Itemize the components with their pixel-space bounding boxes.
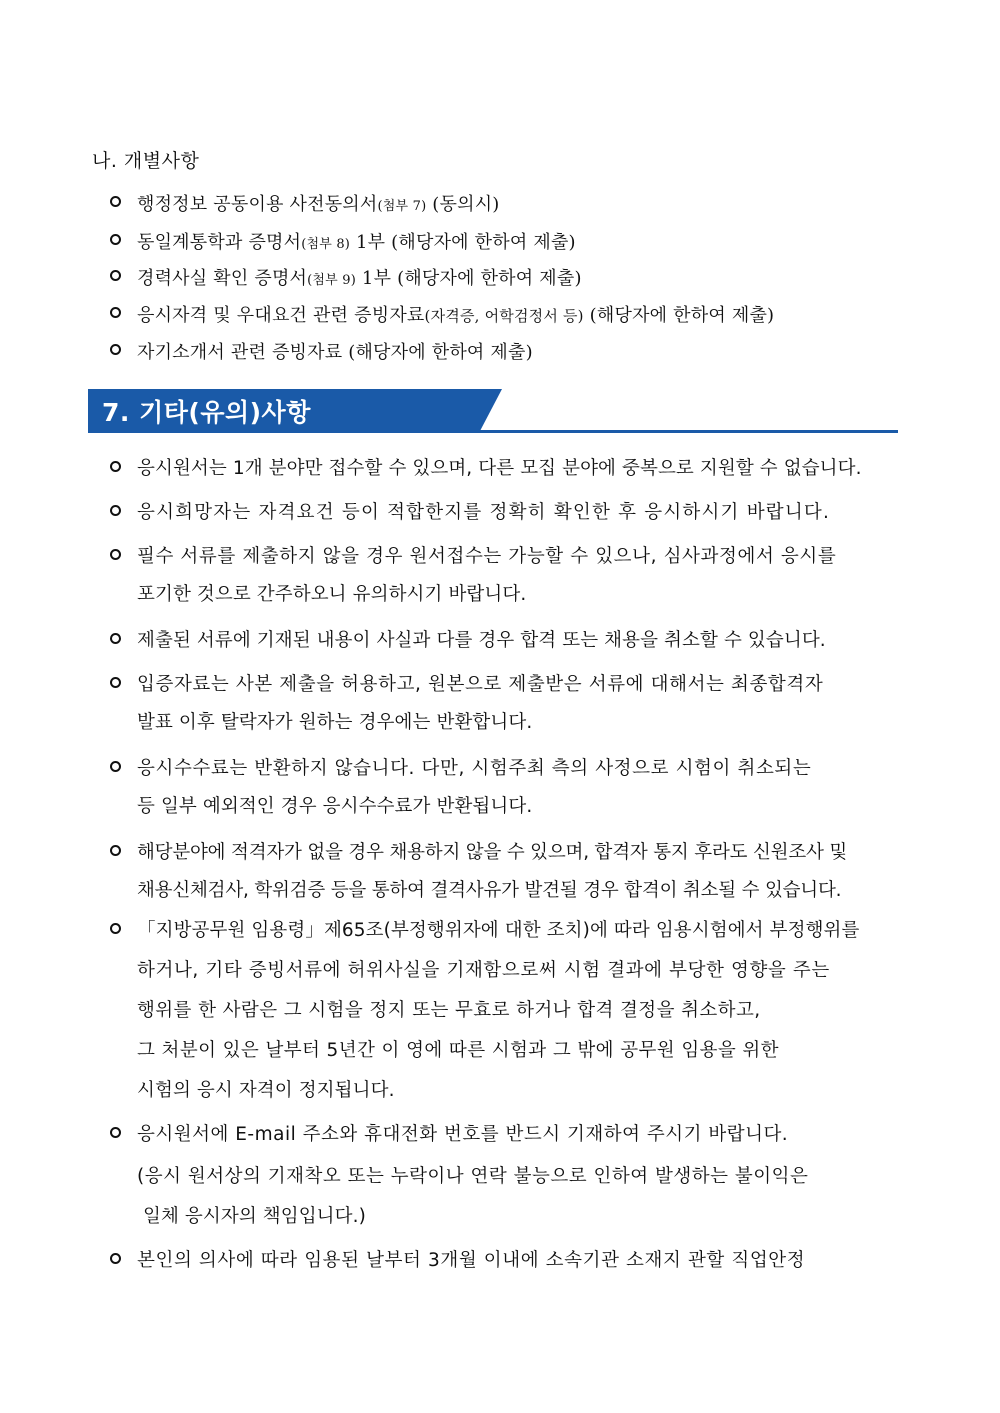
circle-bullet-icon [110, 761, 121, 772]
item-line: 응시희망자는 자격요건 등이 적합한지를 정확히 확인한 후 응시하시기 바랍니다. [137, 502, 831, 523]
item-line: 「지방공무원 임용령」제65조(부정행위자에 대한 조치)에 따라 임용시험에서 부정행위를 [137, 920, 860, 941]
circle-bullet-icon [110, 1127, 121, 1138]
circle-bullet-icon [110, 461, 121, 472]
item-line: 응시원서는 1개 분야만 접수할 수 있으며, 다른 모집 분야에 중복으로 지원할 수 없습니다. [137, 458, 862, 479]
item-line: 시험의 응시 자격이 정지됩니다. [137, 1080, 395, 1101]
circle-bullet-icon [110, 845, 121, 856]
item-line: 필수 서류를 제출하지 않을 경우 원서접수는 가능할 수 있으나, 심사과정에서 응시를 [137, 546, 837, 567]
circle-bullet-icon [110, 196, 121, 207]
item-text: 행정정보 공동이용 사전동의서 [137, 194, 378, 215]
item-line: 그 처분이 있은 날부터 5년간 이 영에 따른 시험과 그 밖에 공무원 임용을 위한 [137, 1040, 779, 1061]
circle-bullet-icon [110, 307, 121, 318]
section-banner [88, 389, 900, 433]
item-line: 하거나, 기타 증빙서류에 허위사실을 기재함으로써 시험 결과에 부당한 영향을 주는 [137, 960, 830, 981]
item-line: 응시수수료는 반환하지 않습니다. 다만, 시험주최 측의 사정으로 시험이 취소되는 [137, 758, 812, 779]
circle-bullet-icon [110, 549, 121, 560]
item-suffix: (동의시) [426, 194, 500, 215]
item-line: 입증자료는 사본 제출을 허용하고, 원본으로 제출받은 서류에 대해서는 최종합격자 [137, 674, 824, 695]
item-line: 해당분야에 적격자가 없을 경우 채용하지 않을 수 있으며, 합격자 통지 후라도 신원조사 및 [137, 842, 848, 863]
banner-arrow-shape [480, 389, 502, 431]
circle-bullet-icon [110, 1253, 121, 1264]
attachment-note: (첨부 8) [301, 237, 351, 252]
banner-underline [88, 430, 898, 433]
attachment-note: (첨부 9) [307, 273, 357, 288]
item-note-line: (응시 원서상의 기재착오 또는 누락이나 연락 불능으로 인하여 발생하는 불이익은 [137, 1166, 809, 1187]
item-line: 채용신체검사, 학위검증 등을 통하여 결격사유가 발견될 경우 합격이 취소될 수 있습니다. [137, 880, 842, 901]
item-note-line: 일체 응시자의 책임입니다.) [137, 1206, 366, 1227]
item-text: 경력사실 확인 증명서 [137, 268, 308, 289]
attachment-note: (자격증, 어학검정서 등) [424, 307, 584, 325]
item-text: 자기소개서 관련 증빙자료 (해당자에 한하여 제출) [137, 342, 533, 363]
item-line: 등 일부 예외적인 경우 응시수수료가 반환됩니다. [137, 796, 533, 817]
item-line: 행위를 한 사람은 그 시험을 정지 또는 무효로 하거나 합격 결정을 취소하고, [137, 1000, 761, 1021]
section-heading-na: 나. 개별사항 [92, 150, 200, 172]
item-line: 발표 이후 탈락자가 원하는 경우에는 반환합니다. [137, 712, 533, 733]
circle-bullet-icon [110, 923, 121, 934]
item-line: 제출된 서류에 기재된 내용이 사실과 다를 경우 합격 또는 채용을 취소할 수 있습니다. [137, 630, 826, 651]
attachment-note: (첨부 7) [377, 199, 427, 214]
circle-bullet-icon [110, 633, 121, 644]
item-suffix: 1부 (해당자에 한하여 제출) [350, 232, 576, 253]
item-line: 본인의 의사에 따라 임용된 날부터 3개월 이내에 소속기관 소재지 관할 직업안정 [137, 1250, 806, 1271]
item-suffix: 1부 (해당자에 한하여 제출) [356, 268, 582, 289]
circle-bullet-icon [110, 505, 121, 516]
circle-bullet-icon [110, 234, 121, 245]
item-text: 동일계통학과 증명서 [137, 232, 302, 253]
item-text: 응시자격 및 우대요건 관련 증빙자료 [137, 305, 425, 326]
item-line: 응시원서에 E-mail 주소와 휴대전화 번호를 반드시 기재하여 주시기 바랍니다. [137, 1124, 789, 1145]
item-line: 포기한 것으로 간주하오니 유의하시기 바랍니다. [137, 584, 527, 605]
circle-bullet-icon [110, 344, 121, 355]
section-title: 7. 기타(유의)사항 [102, 398, 311, 427]
item-suffix: (해당자에 한하여 제출) [583, 305, 775, 326]
circle-bullet-icon [110, 677, 121, 688]
circle-bullet-icon [110, 270, 121, 281]
